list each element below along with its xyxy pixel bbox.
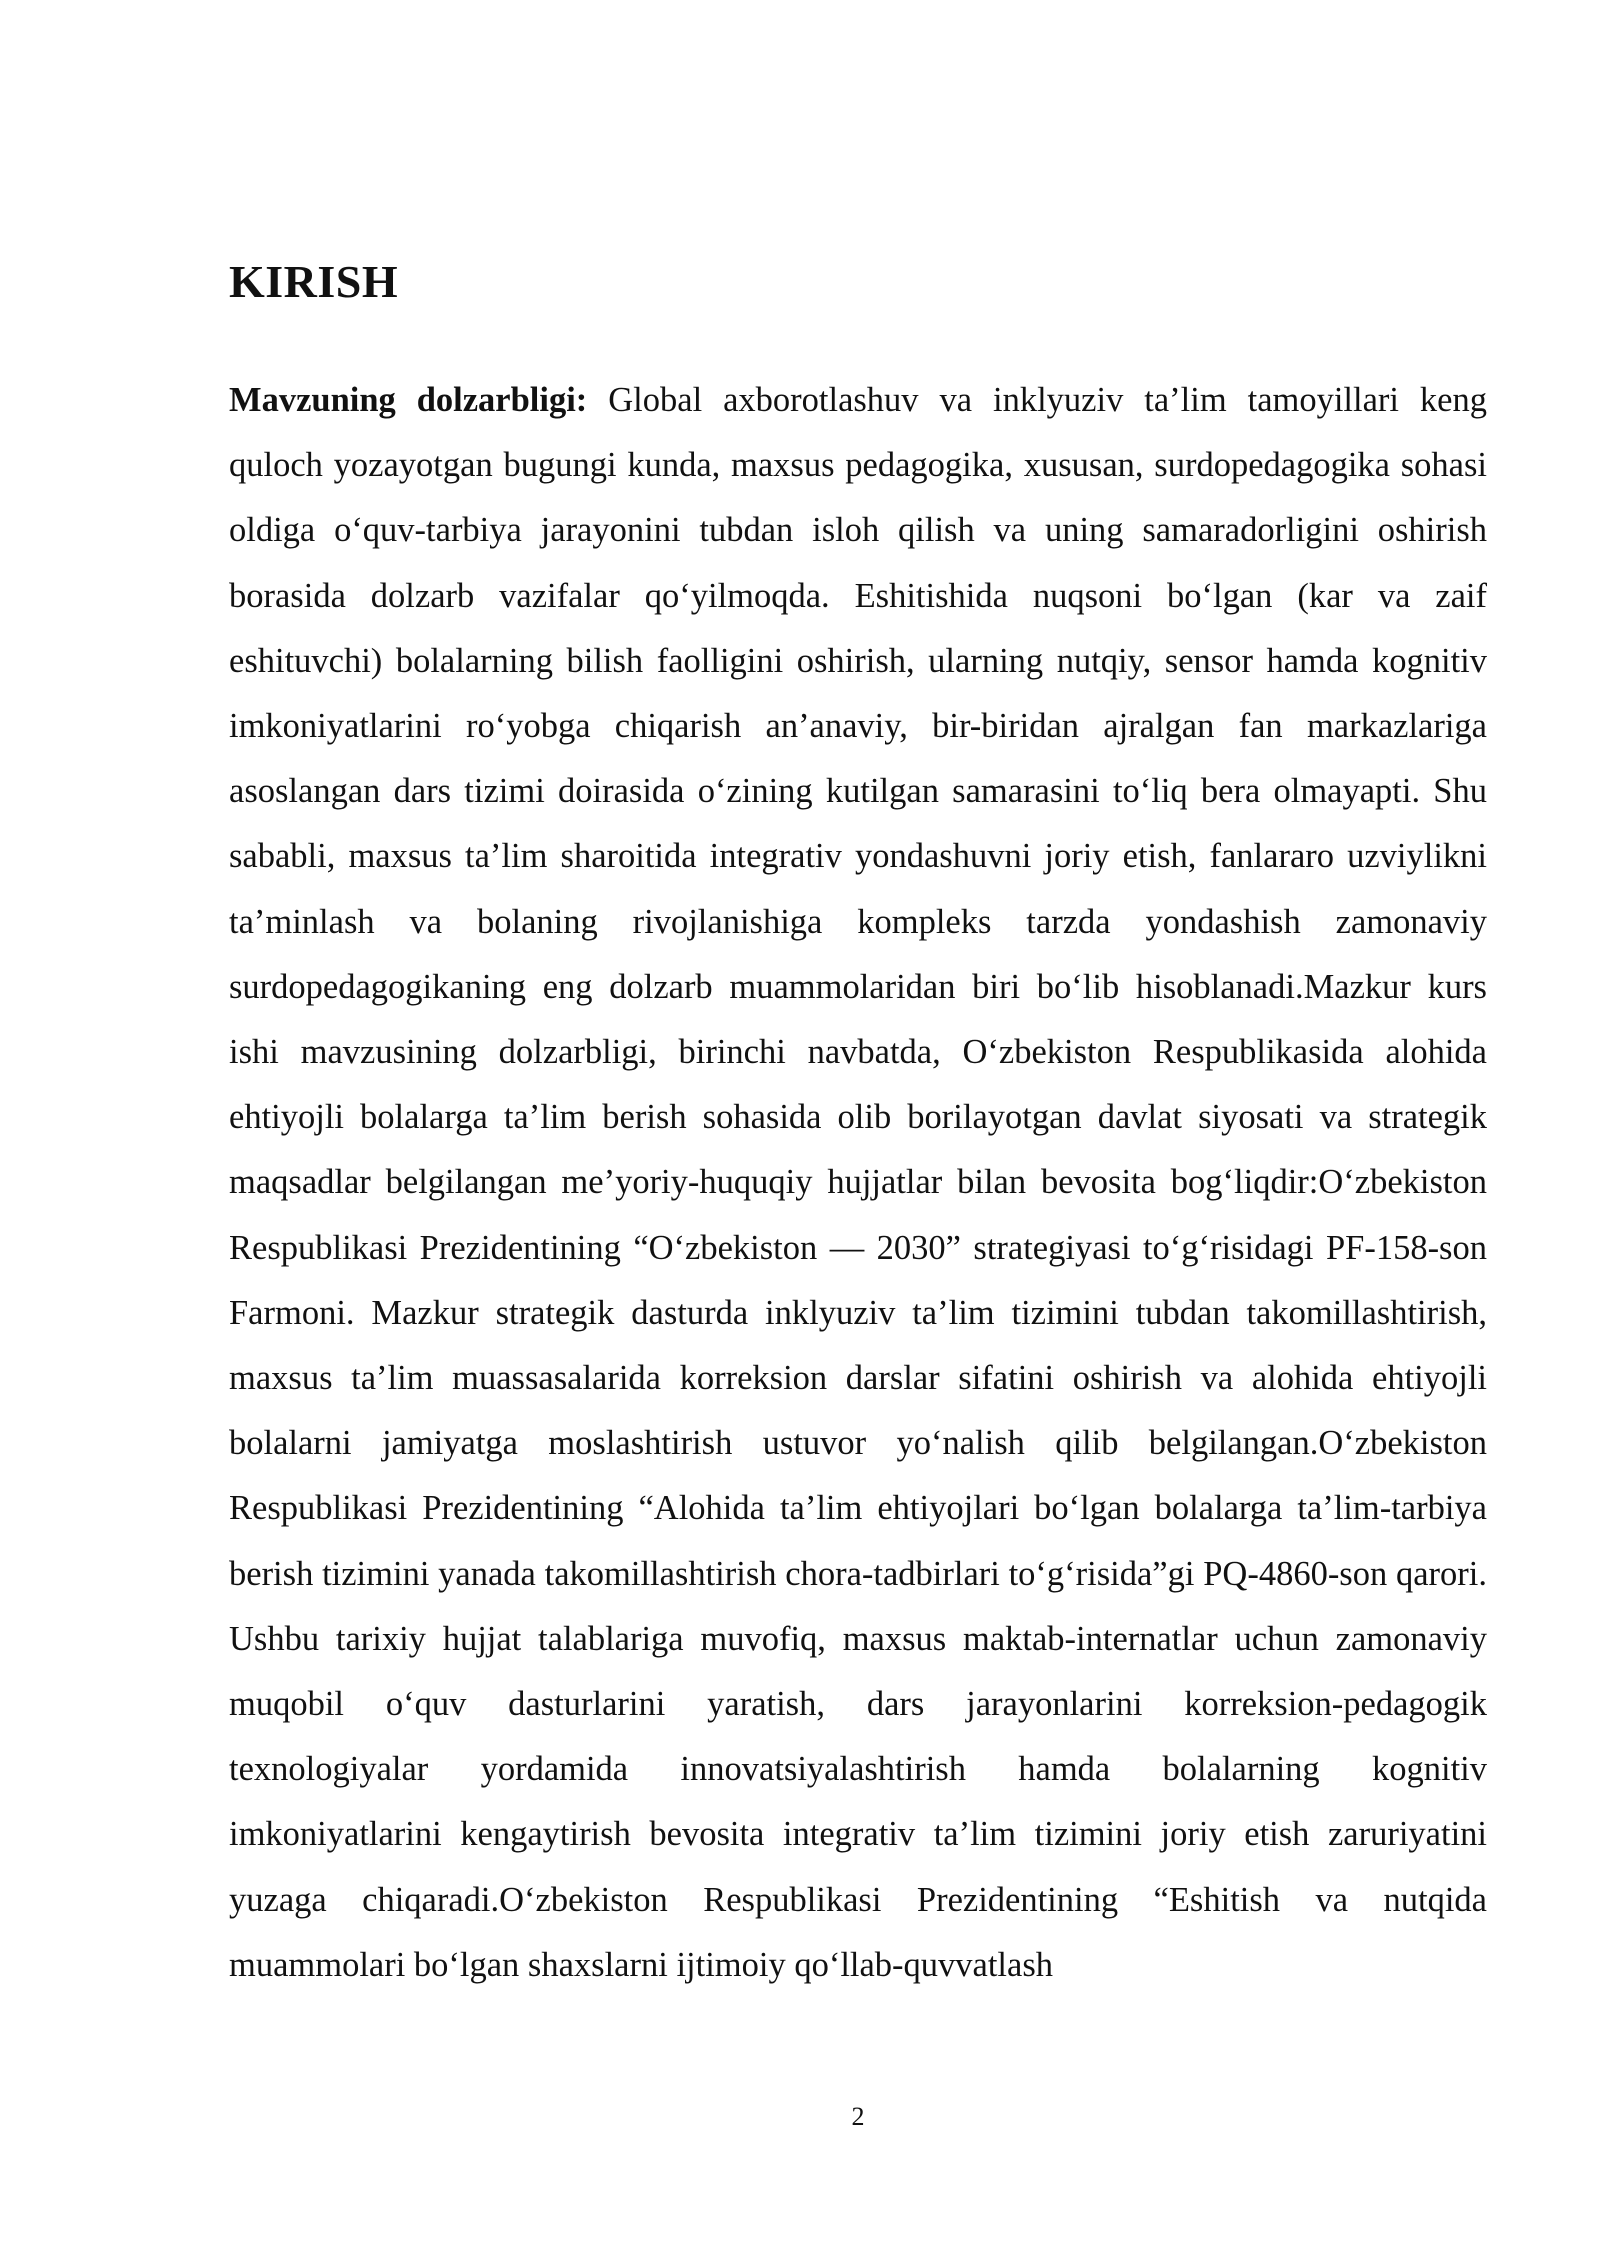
- paragraph-text: Global axborotlashuv va inklyuziv ta’lim tamoyillari keng quloch yozayotgan bugungi kunda, maxsus pedagogika, xususan, surdopedagogika sohasi oldiga o‘quv-tarbiya jarayonini tubdan isloh qilish va uning samaradorligini oshirish borasida dolzarb vazifalar qo‘yilmoqda. Eshitishida nuqsoni bo‘lgan (kar va zaif eshituvchi) bolalarning bilish faolligini oshirish, ularning nutqiy, sensor hamda kognitiv imkoniyatlarini ro‘yobga chiqarish an’anaviy, bir-biridan ajralgan fan markazlariga asoslangan dars tizimi doirasida o‘zining kutilgan samarasini to‘liq bera olmayapti. Shu sababli, maxsus ta’lim sharoitida integrativ yondashuvni joriy etish, fanlararo uzviylikni ta’minlash va bolaning rivojlanishiga kompleks tarzda yondashish zamonaviy surdopedagogikaning eng dolzarb muammolaridan biri bo‘lib hisoblanadi.Mazkur kurs ishi mavzusining dolzarbligi, birinchi navbatda, O‘zbekiston Respublikasida alohida ehtiyojli bolalarga ta’lim berish sohasida olib borilayotgan davlat siyosati va strategik maqsadlar belgilangan me’yoriy-huquqiy hujjatlar bilan bevosita bog‘liqdir:O‘zbekiston Respublikasi Prezidentining “O‘zbekiston — 2030” strategiyasi to‘g‘risidagi PF-158-son Farmoni. Mazkur strategik dasturda inklyuziv ta’lim tizimini tubdan takomillashtirish, maxsus ta’lim muassasalarida korreksion darslar sifatini oshirish va alohida ehtiyojli bolalarni jamiyatga moslashtirish ustuvor yo‘nalish qilib belgilangan.O‘zbekiston Respublikasi Prezidentining “Alohida ta’lim ehtiyojlari bo‘lgan bolalarga ta’lim-tarbiya berish tizimini yanada takomillashtirish chora-tadbirlari to‘g‘risida”gi PQ-4860-son qarori. Ushbu tarixiy hujjat talablariga muvofiq, maxsus maktab-internatlar uchun zamonaviy muqobil o‘quv dasturlarini yaratish, dars jarayonlarini korreksion-pedagogik texnologiyalar yordamida innovatsiyalashtirish hamda bolalarning kognitiv imkoniyatlarini kengaytirish bevosita integrativ ta’lim tizimini joriy etish zaruriyatini yuzaga chiqaradi.O‘zbekiston Respublikasi Prezidentining “Eshitish va nutqida muammolari bo‘lgan shaxslarni ijtimoiy qo‘llab-quvvatlash: [229, 381, 1487, 1984]
- section-heading: KIRISH: [229, 256, 399, 307]
- lead-label: Mavzuning dolzarbligi:: [229, 381, 588, 419]
- page-number: 2: [851, 2102, 865, 2131]
- body-paragraph: [229, 368, 1487, 1998]
